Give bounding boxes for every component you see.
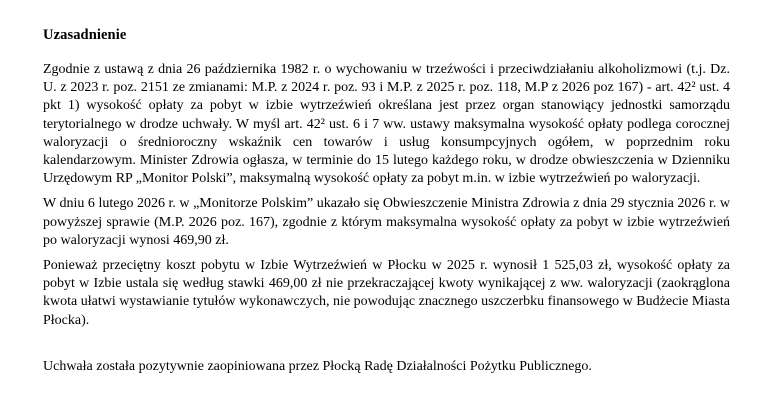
paragraph-public-benefit-opinion: Uchwała została pozytywnie zaopiniowana przez Płocką Radę Działalności Pożytku Publicznego. <box>43 358 592 374</box>
paragraph-fee-rationale: Ponieważ przeciętny koszt pobytu w Izbie Wytrzeźwień w Płocku w 2025 r. wynosił 1 525,03 zł, wysokość opłaty za pobyt w Izbie ustala się według stawki 469,00 zł nie przekraczającej kwoty wynikającej z ww. waloryzacji (zaokrąglona kwota ułatwi wystawianie tytułów wykonawczych, nie powodując znacznego uszczerbku finansowego w Budżecie Miasta Płocka). <box>43 258 730 328</box>
document-heading: Uzasadnienie <box>43 27 127 43</box>
paragraph-legal-basis: Zgodnie z ustawą z dnia 26 października 1982 r. o wychowaniu w trzeźwości i przeciwdziałaniu alkoholizmowi (t.j. Dz. U. z 2023 r. poz. 2151 ze zmianami: M.P. z 2024 r. poz. 93 i M.P. z 2025 r. poz. 118, M.P z 2026 poz 167) - art. 42² ust. 4 pkt 1) wysokość opłaty za pobyt w izbie wytrzeźwień określana jest przez organ stanowiący jednostki samorządu terytorialnego w drodze uchwały. W myśl art. 42² ust. 6 i 7 ww. ustawy maksymalna wysokość opłaty podlega corocznej waloryzacji o średnioroczny wskaźnik cen towarów i usług konsumpcyjnych ogółem, w poprzednim roku kalendarzowym. Minister Zdrowia ogłasza, w terminie do 15 lutego każdego roku, w drodze obwieszczenia w Dzienniku Urzędowym RP „Monitor Polski”, maksymalną wysokość opłaty za pobyt m.in. w izbie wytrzeźwień po waloryzacji. <box>43 62 730 187</box>
paragraph-ministerial-announcement: W dniu 6 lutego 2026 r. w „Monitorze Polskim” ukazało się Obwieszczenie Ministra Zdrowia z dnia 29 stycznia 2026 r. w powyższej sprawie (M.P. 2026 poz. 167), zgodnie z którym maksymalna wysokość opłaty za pobyt w izbie wytrzeźwień po waloryzacji wynosi 469,90 zł. <box>43 196 730 248</box>
